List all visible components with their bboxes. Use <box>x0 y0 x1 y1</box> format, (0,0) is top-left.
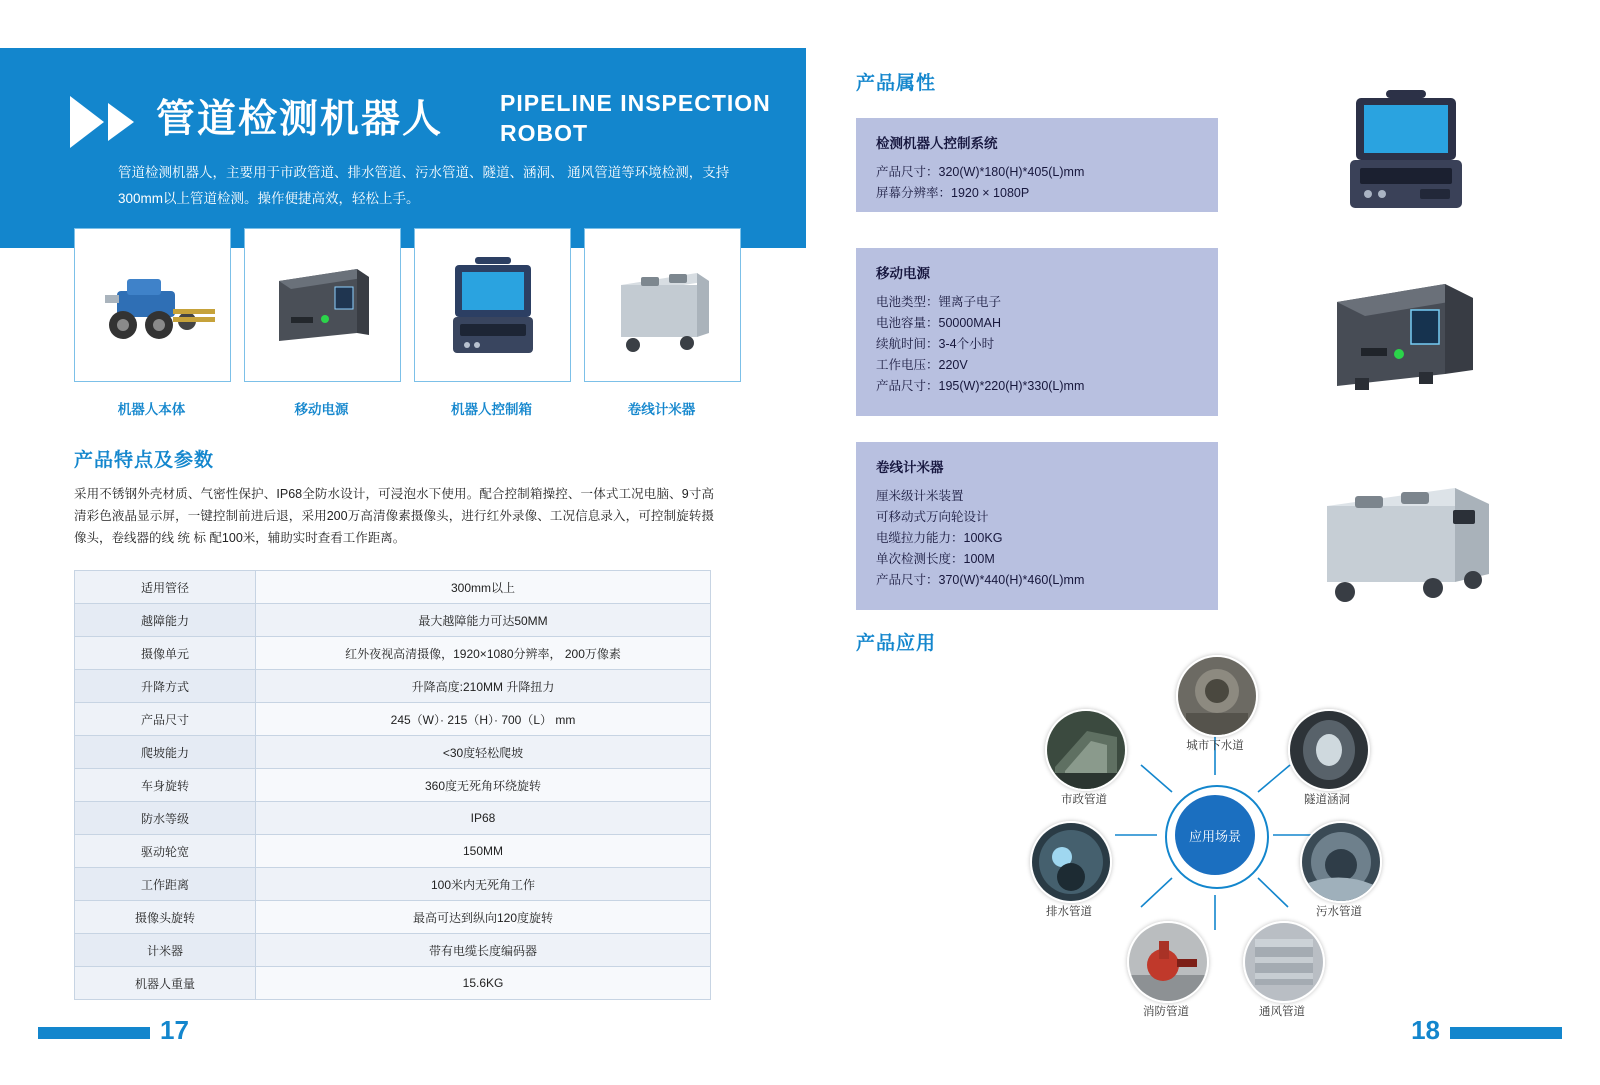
hero-title: 管道检测机器人 <box>156 98 444 141</box>
footer-bar-left <box>38 1027 150 1039</box>
spec-value: 100米内无死角工作 <box>256 868 711 901</box>
footer-bar-right <box>1450 1027 1562 1039</box>
table-row <box>75 670 711 703</box>
vent-duct-icon <box>1245 923 1323 1001</box>
spec-key: 机器人重量 <box>75 967 256 1000</box>
spec-key: 防水等级 <box>75 802 256 835</box>
attribute-card-control-system <box>856 118 1218 212</box>
attribute-card-title: 移动电源 <box>876 266 930 281</box>
attribute-line: 单次检测长度：100M <box>876 552 995 566</box>
table-row <box>75 802 711 835</box>
section-title-features: 产品特点及参数 <box>74 450 215 471</box>
fire-pipe-icon <box>1129 923 1207 1001</box>
thumbnail-cable-reel <box>584 228 741 382</box>
sewage-pipe-icon <box>1302 823 1380 901</box>
spec-key: 适用管径 <box>75 571 256 604</box>
product-thumbnail-row <box>74 228 764 388</box>
hero-subtitle-line2: ROBOT <box>500 120 589 146</box>
app-node-vent-duct <box>1243 921 1325 1003</box>
municipal-pipe-icon <box>1047 711 1125 789</box>
spec-key: 车身旋转 <box>75 769 256 802</box>
hero-subtitle-line1: PIPELINE INSPECTION <box>500 90 771 116</box>
spec-key: 爬坡能力 <box>75 736 256 769</box>
attribute-line: 续航时间：3-4个小时 <box>876 337 995 351</box>
spec-key: 产品尺寸 <box>75 703 256 736</box>
spec-value: 150MM <box>256 835 711 868</box>
app-node-tunnel <box>1288 709 1370 791</box>
play-triangle-logo-icon <box>70 96 142 148</box>
photo-mobile-power <box>1315 270 1500 400</box>
app-label-sewage-pipe: 污水管道 <box>1316 906 1362 918</box>
spec-value: IP68 <box>256 802 711 835</box>
control-case-photo-icon <box>1310 90 1500 220</box>
spec-key: 摄像单元 <box>75 637 256 670</box>
table-row <box>75 967 711 1000</box>
app-label-tunnel: 隧道涵洞 <box>1304 794 1350 806</box>
spec-key: 驱动轮宽 <box>75 835 256 868</box>
attribute-line: 电缆拉力能力：100KG <box>876 531 1003 545</box>
attribute-line: 产品尺寸：195(W)*220(H)*330(L)mm <box>876 379 1085 393</box>
spec-value: 360度无死角环绕旋转 <box>256 769 711 802</box>
page-number-right: 18 <box>1411 1015 1440 1045</box>
photo-cable-reel <box>1305 462 1515 612</box>
thumbnail-label-cable-reel: 卷线计米器 <box>627 402 696 417</box>
app-node-fire-pipe <box>1127 921 1209 1003</box>
attribute-line: 产品尺寸：370(W)*440(H)*460(L)mm <box>876 573 1085 587</box>
tunnel-icon <box>1290 711 1368 789</box>
attribute-line: 产品尺寸：320(W)*180(H)*405(L)mm <box>876 165 1085 179</box>
application-scenarios-diagram <box>1005 625 1425 1018</box>
attribute-line: 屏幕分辨率：1920 × 1080P <box>876 186 1030 200</box>
app-node-sewage-pipe <box>1300 821 1382 903</box>
mobile-power-photo-icon <box>1315 270 1500 400</box>
features-paragraph: 采用不锈钢外壳材质、气密性保护、IP68全防水设计，可浸泡水下使用。配合控制箱操控、一体式工况电脑、9寸高清彩色液晶显示屏，一键控制前进后退，采用200万高清像素摄像头，进行红外录像、工况信息录入，可控制旋转摄像头，卷线器的线 统 标 配100米，辅助实时查看工作距离。 <box>74 487 714 545</box>
attribute-card-cable-reel <box>856 442 1218 610</box>
section-title-attributes: 产品属性 <box>856 73 937 94</box>
app-label-vent-duct: 通风管道 <box>1259 1006 1305 1018</box>
sewer-icon <box>1178 657 1256 735</box>
table-row <box>75 934 711 967</box>
table-row <box>75 637 711 670</box>
app-node-sewer <box>1176 655 1258 737</box>
spec-value: 最高可达到纵向120度旋转 <box>256 901 711 934</box>
attribute-line: 工作电压：220V <box>876 358 968 372</box>
table-row <box>75 736 711 769</box>
thumbnail-mobile-power <box>244 228 401 382</box>
spec-value: 245（W）· 215（H）· 700（L） mm <box>256 703 711 736</box>
table-row <box>75 769 711 802</box>
spec-value: 300mm以上 <box>256 571 711 604</box>
spec-key: 计米器 <box>75 934 256 967</box>
table-row <box>75 901 711 934</box>
app-label-drain-pipe: 排水管道 <box>1046 906 1092 918</box>
app-label-sewer: 城市下水道 <box>1186 740 1244 752</box>
attribute-card-mobile-power <box>856 248 1218 416</box>
table-row <box>75 868 711 901</box>
attribute-card-title: 检测机器人控制系统 <box>876 136 998 151</box>
attribute-line: 电池容量：50000MAH <box>876 316 1002 330</box>
app-node-drain-pipe <box>1030 821 1112 903</box>
diagram-hub-label: 应用场景 <box>1175 795 1255 875</box>
hero-description: 管道检测机器人，主要用于市政管道、排水管道、污水管道、隧道、涵洞、 通风管道等环境检测，支持300mm以上管道检测。操作便捷高效，轻松上手。 <box>118 165 730 206</box>
footer-right <box>1342 1015 1562 1047</box>
app-label-fire-pipe: 消防管道 <box>1143 1006 1189 1018</box>
thumbnail-label-robot-body: 机器人本体 <box>117 402 186 417</box>
table-row <box>75 604 711 637</box>
table-row <box>75 571 711 604</box>
hero-subtitle <box>500 88 790 148</box>
control-case-icon <box>415 229 570 381</box>
spec-table <box>74 570 711 1000</box>
spec-value: 红外夜视高清摄像，1920×1080分辨率， 200万像素 <box>256 637 711 670</box>
photo-control-case <box>1310 90 1500 220</box>
cable-reel-photo-icon <box>1305 462 1515 612</box>
spec-key: 工作距离 <box>75 868 256 901</box>
hero-banner <box>0 48 806 248</box>
attribute-line: 厘米级计米装置 <box>876 489 964 503</box>
right-page <box>810 0 1600 1085</box>
table-row <box>75 703 711 736</box>
page-number-left: 17 <box>160 1015 189 1045</box>
thumbnail-robot-body <box>74 228 231 382</box>
app-node-municipal-pipe <box>1045 709 1127 791</box>
thumbnail-control-case <box>414 228 571 382</box>
robot-chassis-icon <box>75 229 230 381</box>
thumbnail-label-control-case: 机器人控制箱 <box>451 402 532 417</box>
spec-value: 最大越障能力可达50MM <box>256 604 711 637</box>
section-title-applications: 产品应用 <box>856 633 937 654</box>
attribute-line: 电池类型：锂离子电子 <box>876 295 1002 309</box>
thumbnail-label-mobile-power: 移动电源 <box>294 402 349 417</box>
attribute-line: 可移动式万向轮设计 <box>876 510 989 524</box>
spec-value: 升降高度:210MM 升降扭力 <box>256 670 711 703</box>
spec-value: 15.6KG <box>256 967 711 1000</box>
cable-reel-icon <box>585 229 740 381</box>
spec-key: 越障能力 <box>75 604 256 637</box>
power-supply-icon <box>245 229 400 381</box>
app-label-municipal-pipe: 市政管道 <box>1061 794 1107 806</box>
footer-left <box>38 1015 258 1047</box>
spec-value: 带有电缆长度编码器 <box>256 934 711 967</box>
spec-key: 升降方式 <box>75 670 256 703</box>
table-row <box>75 835 711 868</box>
drain-pipe-icon <box>1032 823 1110 901</box>
spec-value: <30度轻松爬坡 <box>256 736 711 769</box>
attribute-card-title: 卷线计米器 <box>876 460 944 475</box>
spec-key: 摄像头旋转 <box>75 901 256 934</box>
